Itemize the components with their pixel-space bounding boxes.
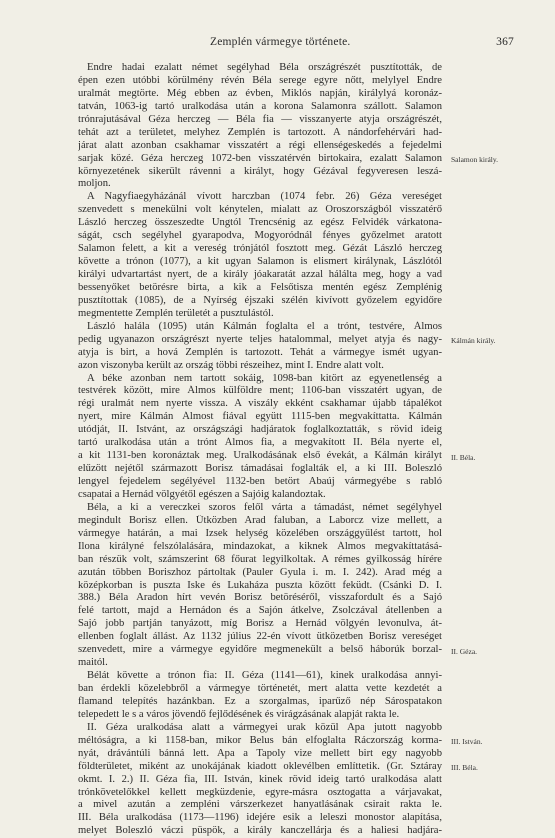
text-line: szenvedett, mire a vármegye egyidőre megmenekült a belső háborúk borzal-	[78, 644, 442, 656]
text-line: azután többen Boriszhoz pártoltak (Pauler Gyula i. m. I. 242). Arad még a	[78, 566, 442, 578]
text-line: pedig ugyanazon országrészt nyerte teljes hatalommal, melyet atyja és nagy-	[78, 333, 442, 345]
text-line: középkorban is puszta Iske és Lukaháza puszta között feküdt. (Csánki D. I.	[78, 579, 442, 591]
text-line: ban érdekli közelebbről a vármegye történetét, mert alatta vette kezdetét a	[78, 683, 442, 694]
text-line: épen ezen utóbbi körülmény révén Béla serege egyre nőtt, melylyel Endre	[78, 74, 442, 86]
text-line: Sajó jobb partján tanyázott, míg Borisz a Hernád völgyén levonulva, át-	[78, 618, 442, 630]
text-line: testvérek között, mire Álmos külföldre ment; 1106-ban visszatért ugyan, de	[78, 385, 442, 397]
text-line: követte a trónon (1077), a kit ugyan Salamon is elismert királynak, Lászlótól	[78, 256, 442, 268]
running-title: Zemplén vármegye története.	[210, 36, 351, 48]
text-line: III. Béla uralkodása (1173—1196) idejére esik a leleszi monostor alapítása,	[78, 812, 442, 824]
text-line: trónrajutásával Géza herczeg — Béla fia — visszanyerte atyja országrészét,	[78, 113, 442, 125]
text-line: ságát, csch segélyhel gyarapodva, Mogyoródnál fényes győzelmet aratott	[78, 230, 442, 242]
text-line: csapatai a Hernád völgyétől egészen a Sajóig kalandoztak.	[78, 488, 326, 500]
text-line: felé tartott, majd a Hernádon és a Sajón átkelve, Zsolczával átellenben a	[78, 605, 442, 617]
text-line: Ilona királyné felszólalására, mindazokat, a kiknek Álmos megvakíttatásá-	[78, 540, 442, 552]
text-line: bessenyőket betörésre birta, a kik a Felsőtisza mentén egész Zemplénig	[78, 281, 442, 293]
body-text	[78, 62, 442, 838]
text-line: elűzött nejétől származott Borisz támadásai foglalták el, a ki III. Boleszló	[78, 463, 442, 475]
text-line: azon viszonyba került az ország többi részeihez, mint I. Endre alatt volt.	[78, 359, 384, 371]
text-line: László halála (1095) után Kálmán foglalta el a trónt, testvére, Álmos	[87, 320, 442, 332]
text-line: pusztítottak (1085), de a Nyírség éjszaki szélén kivívott győzelem egyidőre	[78, 294, 442, 306]
text-line: moljon.	[78, 178, 111, 190]
text-line: tehát azt a területet, melyhez Zemplén is tartozott. A nándorfehérvári had-	[78, 126, 442, 138]
margin-note: III. István.	[451, 737, 483, 747]
text-line: A béke azonban nem tartott sokáig, 1098-ban kitört az egyenetlenség a	[87, 372, 442, 384]
text-line: okmt. I. 2.) II. Géza fia, III. István, kinek rövid ideig tartó uralkodása alatt	[78, 773, 442, 785]
text-line: nyát, drávántúli bánná lett. Apa a Tapoly vize mellett birt egy nagyobb	[78, 747, 442, 759]
text-line: földterületet, miként az unokájának kiadott oklevélben említtetik. (Gr. Sztáray	[78, 760, 442, 772]
text-line: ban részük volt, számszerint 68 főurat legyilkoltak. A rémes gyilkosság hírére	[78, 553, 442, 565]
text-line: szenvedett s menekülni volt kénytelen, mialatt az Oroszországból visszatérő	[78, 204, 442, 216]
margin-note: II. Béla.	[451, 452, 476, 462]
text-line: utódját, II. Istvánt, az országszági hadjáratok foglalkoztatták, s rövid ideig	[78, 424, 442, 436]
text-line: a kit 1131-ben koronáztak meg. Uralkodásának első évekát, a Kálmán királyt	[78, 450, 442, 462]
margin-note: Salamon király.	[451, 154, 499, 164]
text-line: atyja is birt, a hová Zemplén is tartozott. Tehát a vármegye ismét ugyan-	[78, 346, 442, 358]
text-line: a mivel azután a zempléni várszerkezet hanyatlásának csirait rakta le.	[78, 799, 442, 811]
text-line: uralmát megtörte. Még ebben az évben, Miklós napján, királylyá koronáz-	[78, 87, 442, 99]
text-line: A Nagyfiaegyházánál vívott harczban (1074 febr. 26) Géza vereséget	[87, 191, 442, 203]
text-line: ellenben foglalt állást. Az 1132 július 22-én vívott ütközetben Borisz vereséget	[78, 631, 442, 643]
text-line: Salamon felett, a kit a vereség trónjától fosztott meg. Gézát László herczeg	[78, 243, 442, 255]
text-line: megindult Borisz ellen. Ütközben Arad faluban, a Laborcz vize mellett, a	[78, 514, 442, 526]
text-line: Bélát követte a trónon fia: II. Géza (1141—61), kinek uralkodása annyi-	[87, 670, 442, 682]
text-line: járat alatt azonban csakhamar visszatért a régi ellenségeskedés a fejedelmi	[78, 139, 442, 151]
text-line: II. Géza uralkodása alatt a vármegyei urak közül Apa jutott nagyobb	[87, 721, 442, 733]
text-line: megmentette Zemplén területét a pusztulástól.	[78, 307, 274, 319]
margin-note: III. Béla.	[451, 763, 478, 773]
margin-note: II. Géza.	[451, 646, 478, 656]
text-line: régi uralmát nem nyerte vissza. A viszály ekként csakhamar újabb tápalékot	[78, 398, 442, 410]
text-line: sarjak közé. Géza herczeg 1072-ben visszatérvén birtokaira, ezalatt Salamon	[78, 152, 442, 164]
text-line: maitól.	[78, 657, 108, 669]
text-line: környezetének sikerült rávenni a királyt, hogy Gézával fegyveresen leszá-	[78, 165, 442, 177]
text-line: 388.) Béla Aradon hírt vevén Borisz betöréséről, visszafordult és a Sajó	[78, 592, 442, 604]
text-line: flamand telepítés hazánkban. Ez a szorgalmas, iparűző nép Sárospatakon	[78, 695, 442, 707]
text-line: melyet Boleszló váczi püspök, a király kanczellárja és a haliesi hadjára-	[78, 825, 442, 837]
text-line: tartó uralkodása után a trónt Álmos fia, a megvakított II. Béla nyerte el,	[78, 437, 442, 449]
text-line: Endre hadai ezalatt német segélyhad Béla országrészét pusztították, de	[87, 62, 442, 73]
text-line: trónkövetelőkkel kellett megküzdenie, egyre-másra osztogatta a várjavakat,	[78, 786, 442, 798]
text-line: méltóságra, a ki 1158-ban, mikor Belus bán elfoglalta Ráczország korma-	[78, 734, 442, 746]
text-line: tatván, 1063-ig tartó uralkodása után a korona Salamonra szállott. Salamon	[78, 100, 442, 112]
page-number: 367	[496, 36, 514, 48]
margin-note: Kálmán király.	[451, 335, 496, 345]
text-line: Béla, a ki a vereczkei szoros felől várta a támadást, német segélyhyel	[87, 501, 442, 513]
text-line: királyi udvartartást nyert, de a király jóakaratát azzal hálálta meg, hogy a vad	[78, 269, 442, 280]
text-line: László herczeg összeszedte Ungtól Trencsénig az egész Felvidék várkatona-	[78, 217, 442, 229]
text-line: nyert, mire Kálmán Álmost fiával együtt 1115-ben megvakíttatta. Kálmán	[78, 411, 442, 423]
text-line: telepedett le s a város jövendő fejlődésének és virágzásának alapját rakta le.	[78, 708, 400, 720]
text-line: lengyel fejedelem segélyével 1132-ben betört Abaúj vármegyébe s rabló	[78, 476, 442, 487]
text-line: vármegye határán, a mai Izsek helység közelében országgyűlést tartott, hol	[78, 527, 442, 539]
